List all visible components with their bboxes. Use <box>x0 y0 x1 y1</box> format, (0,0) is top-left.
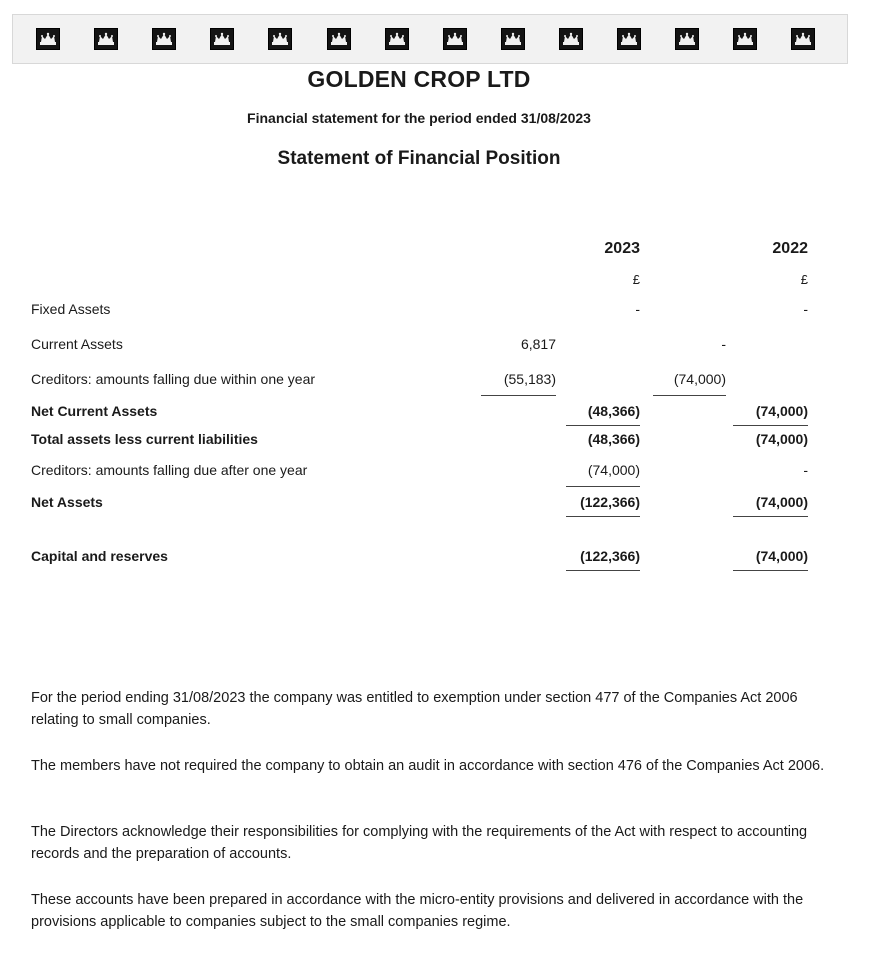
currency-prior: £ <box>800 272 808 287</box>
crest-icon <box>152 28 176 50</box>
net-assets-label: Net Assets <box>31 494 103 510</box>
subtotal-rule-2023 <box>481 395 556 396</box>
net-assets-2023: (122,366) <box>580 494 640 510</box>
crest-icon <box>94 28 118 50</box>
crest-icon <box>385 28 409 50</box>
fixed-assets-2022: - <box>803 301 808 317</box>
note-micro-entity: These accounts have been prepared in accordance with the micro-entity provisions and delivered in accordance with the provisions applicable to companies subject to the small companies regime. <box>31 892 804 930</box>
current-assets-label: Current Assets <box>31 336 123 352</box>
net-current-assets-2023: (48,366) <box>587 403 640 419</box>
net-assets-2022: (74,000) <box>755 494 808 510</box>
statement-subtitle: Financial statement for the period ended 31/08/2023 <box>247 110 591 126</box>
rule-2023-c <box>566 516 640 517</box>
note-directors: The Directors acknowledge their responsibilities for complying with the requirements of the Act with respect to accounting records and the preparation of accounts. <box>31 824 808 862</box>
creditors-after-label: Creditors: amounts falling due after one year <box>31 462 308 478</box>
creditors-within-2022: (74,000) <box>673 371 726 387</box>
company-name: GOLDEN CROP LTD <box>307 66 531 92</box>
crest-icon <box>443 28 467 50</box>
capital-reserves-2023: (122,366) <box>580 548 640 564</box>
total-assets-less-label: Total assets less current liabilities <box>31 431 258 447</box>
net-current-assets-label: Net Current Assets <box>31 403 158 419</box>
currency-current: £ <box>632 272 640 287</box>
rule-2022-c <box>733 516 808 517</box>
creditors-within-label: Creditors: amounts falling due within one year <box>31 371 316 387</box>
fixed-assets-label: Fixed Assets <box>31 301 111 317</box>
net-current-assets-2022: (74,000) <box>755 403 808 419</box>
crest-icon <box>327 28 351 50</box>
creditors-within-2023: (55,183) <box>503 371 556 387</box>
crest-icon <box>733 28 757 50</box>
note-audit: The members have not required the company to obtain an audit in accordance with section 476 of the Companies Act 2006. <box>31 758 825 774</box>
creditors-after-2023: (74,000) <box>587 462 640 478</box>
crest-icon <box>559 28 583 50</box>
rule-2022-a <box>733 425 808 426</box>
current-assets-2022: - <box>721 336 726 352</box>
crest-icon <box>36 28 60 50</box>
capital-reserves-2022: (74,000) <box>755 548 808 564</box>
crest-icon <box>617 28 641 50</box>
rule-2023-a <box>566 425 640 426</box>
crest-icon <box>791 28 815 50</box>
year-current-header: 2023 <box>604 240 640 257</box>
current-assets-2023: 6,817 <box>520 336 556 352</box>
fixed-assets-2023: - <box>635 301 640 317</box>
rule-2022-d <box>733 570 808 571</box>
crest-icon <box>501 28 525 50</box>
crest-icon <box>210 28 234 50</box>
total-assets-less-2023: (48,366) <box>587 431 640 447</box>
note-exemption: For the period ending 31/08/2023 the company was entitled to exemption under section 477 of the Companies Act 2006 relating to small companies. <box>31 690 798 728</box>
statement-heading: Statement of Financial Position <box>277 148 561 169</box>
subtotal-rule-2022 <box>653 395 726 396</box>
capital-reserves-label: Capital and reserves <box>31 548 168 564</box>
crest-icon <box>268 28 292 50</box>
rule-2023-d <box>566 570 640 571</box>
crest-banner <box>12 14 848 64</box>
rule-2023-b <box>566 486 640 487</box>
total-assets-less-2022: (74,000) <box>755 431 808 447</box>
creditors-after-2022: - <box>803 462 808 478</box>
crest-icon <box>675 28 699 50</box>
year-prior-header: 2022 <box>772 240 808 257</box>
